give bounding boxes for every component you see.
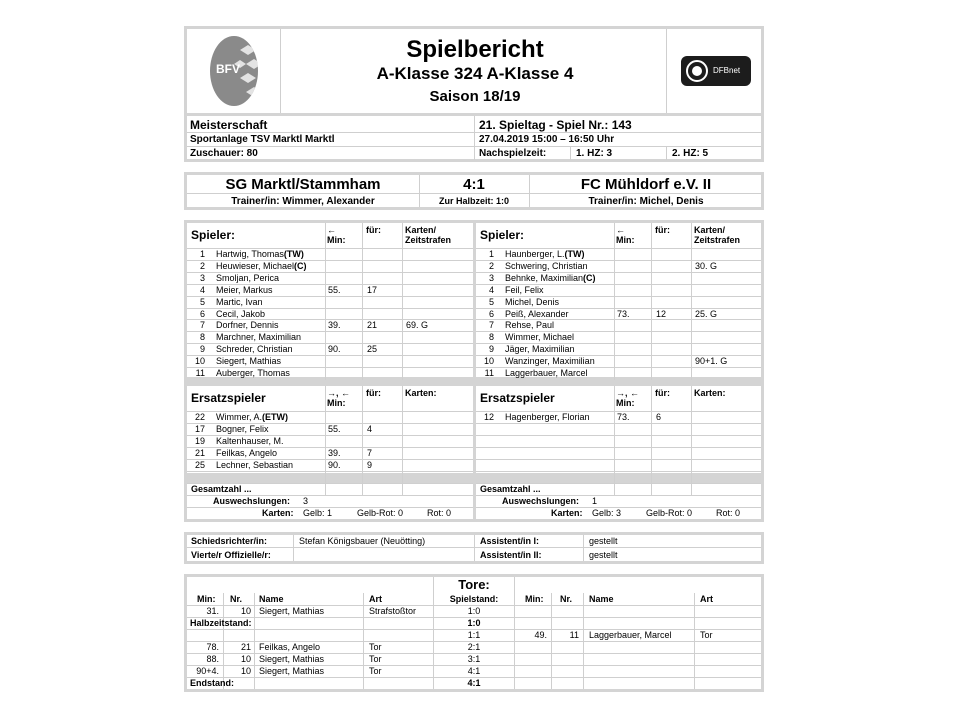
player-number: 7 xyxy=(199,320,205,331)
substitution-for: 4 xyxy=(367,424,373,434)
column-header-min: ← Min: xyxy=(327,225,346,245)
halftime-label: Halbzeitstand: xyxy=(190,618,252,628)
substitution-for: 21 xyxy=(367,320,378,331)
player-number: 10 xyxy=(194,356,205,367)
column-divider xyxy=(691,386,692,496)
substitutions-label: Auswechslungen: xyxy=(502,496,580,506)
player-name xyxy=(505,344,575,355)
player-name xyxy=(216,249,304,260)
final-score-label: Endstand: xyxy=(190,678,234,688)
player-name-text: Wimmer, Michael xyxy=(505,332,575,343)
player-name xyxy=(216,368,290,379)
player-name xyxy=(505,309,569,320)
substitution-minute: 90. xyxy=(328,460,341,470)
player-number: 6 xyxy=(488,308,494,319)
player-name xyxy=(216,273,279,284)
goal-minute: 90+4. xyxy=(196,666,219,676)
player-number: 2 xyxy=(488,260,494,271)
player-number: 1 xyxy=(488,249,494,259)
home-team-name: SG Marktl/Stammham xyxy=(225,176,381,193)
league-title: A-Klasse 324 A-Klasse 4 xyxy=(376,64,574,83)
cards-label: Karten: xyxy=(551,508,583,518)
goal-player-number: 10 xyxy=(240,666,251,676)
column-divider xyxy=(651,223,652,380)
goal-type: Strafstoßtor xyxy=(369,606,417,616)
player-name xyxy=(505,320,554,331)
column-divider xyxy=(223,593,224,689)
player-name-text: Dorfner, Dennis xyxy=(216,320,279,331)
score-progression: 4:1 xyxy=(467,678,481,688)
yellow-red-cards: Gelb-Rot: 0 xyxy=(357,508,404,518)
score-progression: 1:0 xyxy=(467,606,481,616)
player-number: 5 xyxy=(199,296,205,307)
goals-col-name: Name xyxy=(589,594,614,604)
column-divider xyxy=(651,386,652,496)
column-header-cards: Karten/ Zeitstrafen xyxy=(405,225,452,245)
column-header-cards: Karten: xyxy=(405,388,437,398)
player-number: 22 xyxy=(194,412,205,422)
away-lineup xyxy=(476,223,761,377)
row-divider xyxy=(476,459,761,460)
player-number: 2 xyxy=(199,260,205,271)
column-header-for: für: xyxy=(655,388,670,398)
goal-scorer: Laggerbauer, Marcel xyxy=(589,630,672,640)
goal-scorer: Siegert, Mathias xyxy=(259,606,325,616)
cards-label: Karten: xyxy=(262,508,294,518)
substitution-minute: 55. xyxy=(328,284,341,295)
goals-col-type: Art xyxy=(369,594,382,604)
goals-col-nr: Nr. xyxy=(230,594,243,604)
section-heading: Ersatzspieler xyxy=(191,391,266,405)
card-entry: 30. G xyxy=(695,260,718,271)
column-divider xyxy=(551,593,552,689)
card-entry: 25. G xyxy=(695,308,718,319)
player-name-text: Martic, Ivan xyxy=(216,296,263,307)
yellow-cards: Gelb: 1 xyxy=(303,508,333,518)
player-number: 11 xyxy=(484,368,494,378)
goal-type: Tor xyxy=(369,654,382,664)
player-number: 9 xyxy=(488,344,494,355)
goal-minute: 88. xyxy=(206,654,219,664)
substitution-for: 17 xyxy=(367,284,378,295)
goals-col-min: Min: xyxy=(525,594,544,604)
goals-heading: Tore: xyxy=(458,577,490,592)
player-name-text: Schwering, Christian xyxy=(505,260,588,271)
player-number: 11 xyxy=(195,368,205,378)
goal-player-number: 10 xyxy=(240,654,251,664)
player-number: 17 xyxy=(194,424,205,434)
player-number: 7 xyxy=(488,320,494,331)
player-name-text: Rehse, Paul xyxy=(505,320,555,331)
player-role-tag: (C) xyxy=(583,272,596,283)
away-substitutes xyxy=(476,386,761,473)
substitution-minute: 73. xyxy=(617,412,630,422)
player-number: 19 xyxy=(194,436,205,446)
home-substitutes xyxy=(187,386,473,473)
player-number: 9 xyxy=(199,344,205,355)
red-cards: Rot: 0 xyxy=(716,508,741,518)
player-name xyxy=(505,249,585,260)
player-name-text: Marchner, Maximilian xyxy=(216,332,302,343)
section-heading: Spieler: xyxy=(191,228,236,242)
player-name-text: Hagenberger, Florian xyxy=(505,412,590,422)
fourth-official-label: Vierte/r Offizielle/r: xyxy=(191,550,271,560)
halftime-score: Zur Halbzeit: 1:0 xyxy=(438,196,509,206)
column-divider xyxy=(691,223,692,380)
player-role-tag: (TW) xyxy=(283,249,304,259)
player-name xyxy=(505,332,574,343)
column-divider xyxy=(402,386,403,496)
column-divider xyxy=(614,223,615,380)
column-header-for: für: xyxy=(366,388,381,398)
column-divider xyxy=(254,593,255,689)
score-progression: 3:1 xyxy=(467,654,481,664)
extra-time-label: Nachspielzeit: xyxy=(479,148,547,159)
score-progression: 4:1 xyxy=(467,666,481,676)
substitutions-count: 3 xyxy=(303,496,309,506)
player-name xyxy=(505,261,588,272)
player-name xyxy=(216,448,277,459)
player-number: 1 xyxy=(199,249,205,259)
goal-type: Tor xyxy=(369,642,382,652)
match-datetime: 27.04.2019 15:00 – 16:50 Uhr xyxy=(479,134,615,145)
goal-minute: 49. xyxy=(534,630,547,640)
goal-minute: 31. xyxy=(206,606,219,616)
player-name xyxy=(216,460,293,471)
player-name-text: Auberger, Thomas xyxy=(216,368,290,378)
row-divider xyxy=(476,471,761,472)
player-name xyxy=(216,436,284,447)
goal-type: Tor xyxy=(369,666,382,676)
player-number: 8 xyxy=(488,332,494,343)
player-name-text: Laggerbauer, Marcel xyxy=(505,368,588,378)
player-role-tag: (C) xyxy=(294,260,307,271)
player-name xyxy=(216,344,293,355)
red-cards: Rot: 0 xyxy=(427,508,452,518)
player-number: 5 xyxy=(488,296,494,307)
card-entry: 90+1. G xyxy=(695,356,728,367)
player-name-text: Peiß, Alexander xyxy=(505,308,569,319)
row-divider xyxy=(187,471,473,472)
player-name xyxy=(505,273,596,284)
substitutions-count: 1 xyxy=(592,496,598,506)
row-divider xyxy=(476,435,761,436)
substitution-for: 7 xyxy=(367,448,373,458)
player-name-text: Hartwig, Thomas xyxy=(216,249,284,259)
player-name xyxy=(216,309,265,320)
player-name xyxy=(216,297,263,308)
dfbnet-logo: DFBnet xyxy=(681,56,751,86)
player-number: 10 xyxy=(483,356,494,367)
extra-time-first-half: 1. HZ: 3 xyxy=(576,148,613,159)
column-header-min: ← Min: xyxy=(616,225,635,245)
player-name xyxy=(505,412,590,423)
player-name-text: Bogner, Felix xyxy=(216,424,269,434)
column-divider xyxy=(363,593,364,689)
substitution-minute: 39. xyxy=(328,320,341,331)
score-progression: 2:1 xyxy=(467,642,481,652)
player-number: 3 xyxy=(488,272,494,283)
row-divider xyxy=(476,423,761,424)
yellow-cards: Gelb: 3 xyxy=(592,508,622,518)
player-number: 25 xyxy=(194,460,205,470)
score-progression: 1:1 xyxy=(467,630,481,640)
yellow-red-cards: Gelb-Rot: 0 xyxy=(646,508,693,518)
report-title: Spielbericht xyxy=(406,36,544,63)
section-heading: Ersatzspieler xyxy=(480,391,555,405)
player-number: 12 xyxy=(483,412,494,422)
player-name-text: Feil, Felix xyxy=(505,284,544,295)
totals-heading: Gesamtzahl ... xyxy=(480,484,541,494)
goal-minute: 78. xyxy=(206,642,219,652)
away-trainer: Trainer/in: Michel, Denis xyxy=(588,196,704,207)
goal-scorer: Siegert, Mathias xyxy=(259,654,325,664)
player-name-text: Siegert, Mathias xyxy=(216,356,282,367)
spectators: Zuschauer: 80 xyxy=(190,148,258,159)
goal-player-number: 10 xyxy=(240,606,251,616)
dfb-emblem-icon xyxy=(685,59,709,83)
column-header-min: →, ← Min: xyxy=(616,388,640,408)
player-role-tag: (TW) xyxy=(564,249,585,259)
substitution-for: 9 xyxy=(367,460,373,470)
column-header-for: für: xyxy=(366,225,381,235)
substitution-minute: 90. xyxy=(328,344,341,355)
assistant1-label: Assistent/in I: xyxy=(480,536,540,546)
goal-player-number: 21 xyxy=(240,642,251,652)
player-number: 3 xyxy=(199,272,205,283)
home-trainer: Trainer/in: Wimmer, Alexander xyxy=(231,196,375,207)
goal-player-number: 11 xyxy=(569,630,579,640)
goals-table xyxy=(187,593,761,689)
card-entry: 69. G xyxy=(406,320,429,331)
player-number: 4 xyxy=(199,284,205,295)
substitution-minute: 55. xyxy=(328,424,341,434)
player-name xyxy=(216,261,307,272)
goals-col-type: Art xyxy=(700,594,713,604)
substitution-for: 25 xyxy=(367,344,378,355)
referee-label: Schiedsrichter/in: xyxy=(191,536,268,546)
row-divider xyxy=(476,447,761,448)
substitutions-label: Auswechslungen: xyxy=(213,496,291,506)
final-score: 4:1 xyxy=(463,176,485,193)
away-totals xyxy=(476,483,761,519)
away-team-name: FC Mühldorf e.V. II xyxy=(580,176,712,193)
matchday: 21. Spieltag - Spiel Nr.: 143 xyxy=(479,118,632,132)
section-heading: Spieler: xyxy=(480,228,525,242)
goals-col-nr: Nr. xyxy=(560,594,573,604)
goal-scorer: Feilkas, Angelo xyxy=(259,642,321,652)
referee-name: Stefan Königsbauer (Neuötting) xyxy=(299,536,426,546)
totals-heading: Gesamtzahl ... xyxy=(191,484,252,494)
player-name xyxy=(505,297,559,308)
player-name-text: Haunberger, L. xyxy=(505,249,565,259)
column-divider xyxy=(583,593,584,689)
extra-time-second-half: 2. HZ: 5 xyxy=(672,148,709,159)
player-name-text: Wanzinger, Maximilian xyxy=(505,356,595,367)
column-header-min: →, ← Min: xyxy=(327,388,351,408)
season-title: Saison 18/19 xyxy=(429,88,521,105)
column-header-cards: Karten: xyxy=(694,388,726,398)
svg-text:BFV: BFV xyxy=(216,62,240,76)
player-name xyxy=(216,412,288,423)
substitution-minute: 39. xyxy=(328,448,341,458)
goal-scorer: Siegert, Mathias xyxy=(259,666,325,676)
column-divider xyxy=(325,386,326,496)
assistant2-label: Assistent/in II: xyxy=(480,550,542,560)
home-lineup xyxy=(187,223,473,377)
assistant1-name: gestellt xyxy=(589,536,618,546)
player-role-tag: (ETW) xyxy=(262,412,289,422)
column-divider xyxy=(362,386,363,496)
player-name-text: Behnke, Maximilian xyxy=(505,272,584,283)
player-name xyxy=(216,320,279,331)
column-header-for: für: xyxy=(655,225,670,235)
substitution-for: 6 xyxy=(656,412,662,422)
column-divider xyxy=(694,593,695,689)
player-name xyxy=(505,356,595,367)
column-divider xyxy=(325,223,326,380)
player-name-text: Michel, Denis xyxy=(505,296,560,307)
goals-col-score: Spielstand: xyxy=(449,594,499,604)
column-divider xyxy=(614,386,615,496)
player-name xyxy=(216,332,301,343)
column-header-cards: Karten/ Zeitstrafen xyxy=(694,225,741,245)
player-number: 8 xyxy=(199,332,205,343)
player-name-text: Schreder, Christian xyxy=(216,344,293,355)
goals-col-name: Name xyxy=(259,594,284,604)
player-name-text: Meier, Markus xyxy=(216,284,273,295)
player-name-text: Smoljan, Perica xyxy=(216,272,280,283)
column-divider xyxy=(402,223,403,380)
player-name-text: Kaltenhauser, M. xyxy=(216,436,284,446)
player-name-text: Feilkas, Angelo xyxy=(216,448,278,458)
player-name-text: Cecil, Jakob xyxy=(216,308,266,319)
substitution-for: 12 xyxy=(656,308,667,319)
goal-type: Tor xyxy=(700,630,713,640)
player-name xyxy=(216,285,273,296)
venue: Sportanlage TSV Marktl Marktl xyxy=(190,134,335,145)
player-number: 4 xyxy=(488,284,494,295)
competition-type: Meisterschaft xyxy=(190,118,268,132)
player-name-text: Lechner, Sebastian xyxy=(216,460,294,470)
score-progression: 1:0 xyxy=(467,618,481,628)
player-name xyxy=(216,356,281,367)
player-name xyxy=(505,285,544,296)
goals-col-min: Min: xyxy=(197,594,216,604)
player-name-text: Wimmer, A. xyxy=(216,412,263,422)
bfv-logo xyxy=(206,34,262,108)
column-divider xyxy=(362,223,363,380)
player-number: 6 xyxy=(199,308,205,319)
player-name-text: Jäger, Maximilian xyxy=(505,344,575,355)
player-name xyxy=(216,424,269,435)
home-totals xyxy=(187,483,473,519)
player-name xyxy=(505,368,588,379)
assistant2-name: gestellt xyxy=(589,550,618,560)
player-name-text: Heuwieser, Michael xyxy=(216,260,295,271)
substitution-minute: 73. xyxy=(617,308,630,319)
player-number: 21 xyxy=(194,448,205,458)
